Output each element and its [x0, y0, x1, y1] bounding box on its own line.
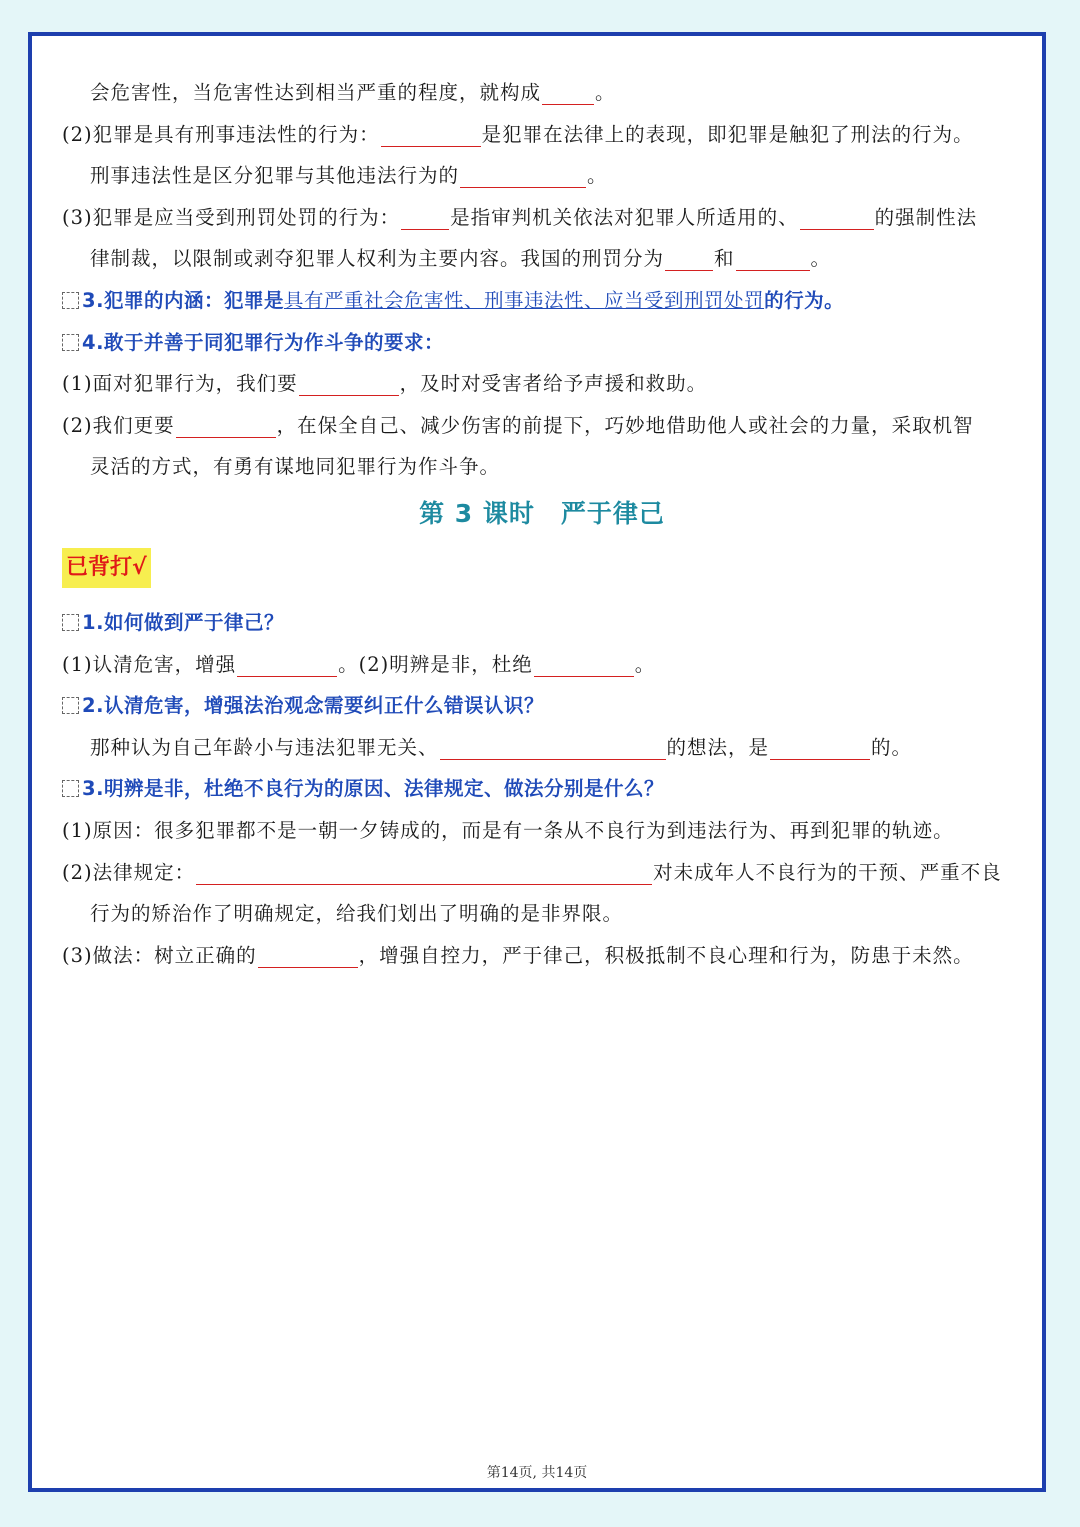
memorized-badge: 已背打√ — [62, 548, 151, 588]
heading-how-self-discipline: 1.如何做到严于律己？ — [62, 602, 1022, 644]
lesson-title: 第 3 课时 严于律己 — [419, 498, 665, 528]
fill-blank[interactable] — [460, 165, 586, 188]
heading-fight-crime: 4.敢于并善于同犯罪行为作斗争的要求： — [62, 322, 1022, 364]
heading-crime-definition: 3.犯罪的内涵：犯罪是具有严重社会危害性、刑事违法性、应当受到刑罚处罚的行为。 — [62, 280, 1022, 322]
question-3-3: (3)做法：树立正确的 ，增强自控力，严于律己，积极抵制不良心理和行为，防患于未然。 — [62, 943, 974, 967]
fill-blank[interactable] — [770, 737, 870, 760]
heading-bad-behavior: 3.明辨是非，杜绝不良行为的原因、法律规定、做法分别是什么？ — [62, 768, 1022, 810]
fill-blank[interactable] — [237, 654, 337, 677]
fill-blank[interactable] — [258, 945, 358, 968]
fill-blank[interactable] — [534, 654, 634, 677]
fill-blank[interactable] — [176, 415, 276, 438]
fill-blank[interactable] — [800, 207, 874, 230]
fill-blank[interactable] — [542, 82, 594, 105]
page-footer: 第14页, 共14页 — [486, 1465, 588, 1481]
checkbox-icon[interactable] — [62, 334, 79, 351]
answer-text: 刑事违法性 — [484, 288, 585, 312]
fill-blank[interactable] — [381, 124, 481, 147]
answer-text: 应当受到刑罚处罚 — [604, 288, 765, 312]
checkbox-icon[interactable] — [62, 292, 79, 309]
question-1: (1)认清危害，增强 。(2)明辨是非，杜绝 。 — [62, 652, 656, 676]
fill-blank[interactable] — [665, 248, 713, 271]
fill-blank[interactable] — [299, 373, 399, 396]
text-line: 灵活的方式，有勇有谋地同犯罪行为作斗争。 — [90, 455, 501, 479]
question-4-1: (1)面对犯罪行为，我们要 ，及时对受害者给予声援和救助。 — [62, 372, 708, 396]
question-4-2: (2)我们更要 ，在保全自己、减少伤害的前提下，巧妙地借助他人或社会的力量，采取机智 — [62, 413, 974, 437]
fill-blank[interactable] — [440, 737, 666, 760]
heading-wrong-beliefs: 2.认清危害，增强法治观念需要纠正什么错误认识？ — [62, 685, 1022, 727]
checkbox-icon[interactable] — [62, 697, 79, 714]
page-frame — [28, 32, 1046, 1492]
question-3-2: (2)法律规定： 对未成年人不良行为的干预、严重不良 — [62, 860, 1002, 884]
fill-blank[interactable] — [736, 248, 810, 271]
fill-blank[interactable] — [196, 862, 652, 885]
question-2-answer: 那种认为自己年龄小与违法犯罪无关、 的想法，是 的。 — [90, 735, 913, 759]
page-content — [62, 72, 1022, 976]
question-2: (2)犯罪是具有刑事违法性的行为： 是犯罪在法律上的表现，即犯罪是触犯了刑法的行为。 — [62, 122, 974, 146]
text-line: 会危害性，当危害性达到相当严重的程度，就构成 。 — [90, 81, 616, 104]
checkbox-icon[interactable] — [62, 780, 79, 797]
text-line: 刑事违法性是区分犯罪与其他违法行为的 。 — [90, 164, 608, 188]
answer-text: 具有严重社会危害性 — [283, 288, 464, 312]
question-3-1: (1)原因：很多犯罪都不是一朝一夕铸成的，而是有一条从不良行为到违法行为、再到犯罪的轨迹。 — [62, 818, 954, 842]
fill-blank[interactable] — [401, 207, 449, 230]
badge-row — [62, 540, 1022, 602]
text-line: 行为的矫治作了明确规定，给我们划出了明确的是非界限。 — [90, 902, 624, 926]
text-line: 律制裁，以限制或剥夺犯罪人权利为主要内容。我国的刑罚分为 和 。 — [90, 247, 832, 271]
question-3: (3)犯罪是应当受到刑罚处罚的行为： 是指审判机关依法对犯罪人所适用的、 的强制性法 — [62, 205, 978, 229]
checkbox-icon[interactable] — [62, 614, 79, 631]
